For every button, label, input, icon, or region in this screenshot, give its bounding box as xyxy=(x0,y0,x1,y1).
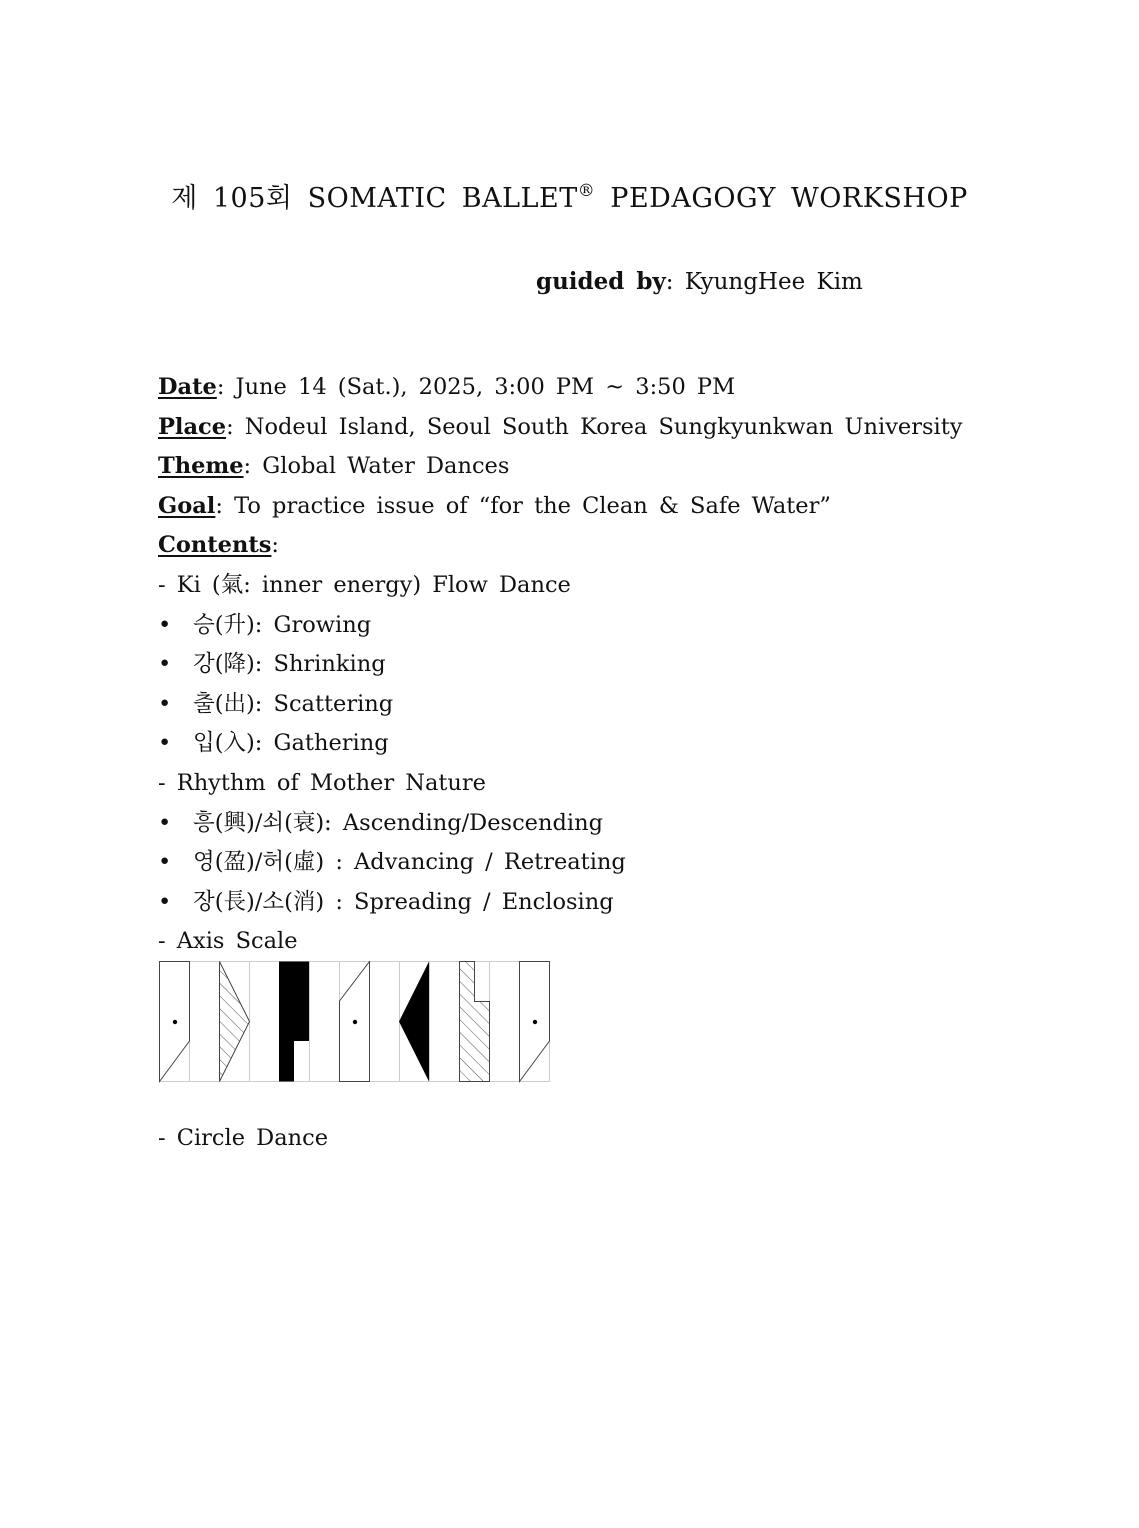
bullet-icon: • xyxy=(158,809,172,836)
circle-dance-heading: - Circle Dance xyxy=(158,1125,329,1151)
place-value: : Nodeul Island, Seoul South Korea Sungkyunkwan University xyxy=(226,413,963,440)
date-line xyxy=(158,368,1118,408)
title-prefix: 제 105회 SOMATIC BALLET xyxy=(171,183,578,214)
symbol-hatched-step xyxy=(460,962,490,1082)
contents-line xyxy=(158,526,1118,566)
list-item-text: 출(出): Scattering xyxy=(193,690,394,717)
symbol-hatched-right xyxy=(220,962,250,1082)
list-item xyxy=(158,843,1118,883)
bullet-icon: • xyxy=(158,730,172,757)
list-item xyxy=(158,606,1118,646)
title-suffix: PEDAGOGY WORKSHOP xyxy=(595,183,968,214)
place-line xyxy=(158,408,1118,448)
list-item-text: 입(入): Gathering xyxy=(193,730,389,757)
list-item-text: 승(升): Growing xyxy=(193,611,372,638)
contents-label: Contents xyxy=(158,532,272,559)
bullet-icon: • xyxy=(158,888,172,915)
theme-line xyxy=(158,447,1118,487)
list-item xyxy=(158,883,1118,923)
goal-value: : To practice issue of “for the Clean & Safe Water” xyxy=(215,492,831,519)
guided-by-separator: : xyxy=(665,269,685,295)
bullet-icon: • xyxy=(158,849,172,876)
list-item-text: 흥(興)/쇠(衰): Ascending/Descending xyxy=(193,809,603,836)
place-label: Place xyxy=(158,413,227,440)
list-item-text: 장(長)/소(消) : Spreading / Enclosing xyxy=(193,888,614,915)
guided-by-label: guided by xyxy=(536,268,666,295)
theme-label: Theme xyxy=(158,453,244,480)
symbol-solid-place xyxy=(279,962,309,1082)
page-title xyxy=(0,176,1139,215)
guide-name: KyungHee Kim xyxy=(684,269,863,295)
goal-line xyxy=(158,487,1118,527)
registered-mark: ® xyxy=(577,181,596,201)
workshop-details xyxy=(158,368,1118,962)
contents-colon: : xyxy=(271,532,279,559)
theme-value: : Global Water Dances xyxy=(243,453,510,480)
list-item-text: 강(降): Shrinking xyxy=(193,651,386,678)
list-item xyxy=(158,724,1118,764)
date-label: Date xyxy=(158,374,217,400)
list-item xyxy=(158,804,1118,844)
symbol-plain-hold-2 xyxy=(340,962,370,1082)
axis-scale-heading: - Axis Scale xyxy=(158,928,298,955)
bullet-icon: • xyxy=(158,690,172,717)
list-item-text: 영(盈)/허(虛) : Advancing / Retreating xyxy=(193,849,626,876)
guided-by-line xyxy=(536,268,863,295)
symbol-plain-hold-3 xyxy=(520,962,550,1082)
date-value: : June 14 (Sat.), 2025, 3:00 PM ~ 3:50 PM xyxy=(216,374,736,400)
ki-flow-heading: - Ki (氣: inner energy) Flow Dance xyxy=(158,571,571,598)
goal-label: Goal xyxy=(158,492,216,519)
rhythm-heading: - Rhythm of Mother Nature xyxy=(158,769,486,796)
list-item xyxy=(158,685,1118,725)
symbol-plain-hold-1 xyxy=(160,962,190,1082)
bullet-icon: • xyxy=(158,611,172,638)
axis-scale-diagram xyxy=(159,961,553,1085)
symbol-solid-left xyxy=(399,962,429,1082)
list-item xyxy=(158,645,1118,685)
bullet-icon: • xyxy=(158,651,172,678)
